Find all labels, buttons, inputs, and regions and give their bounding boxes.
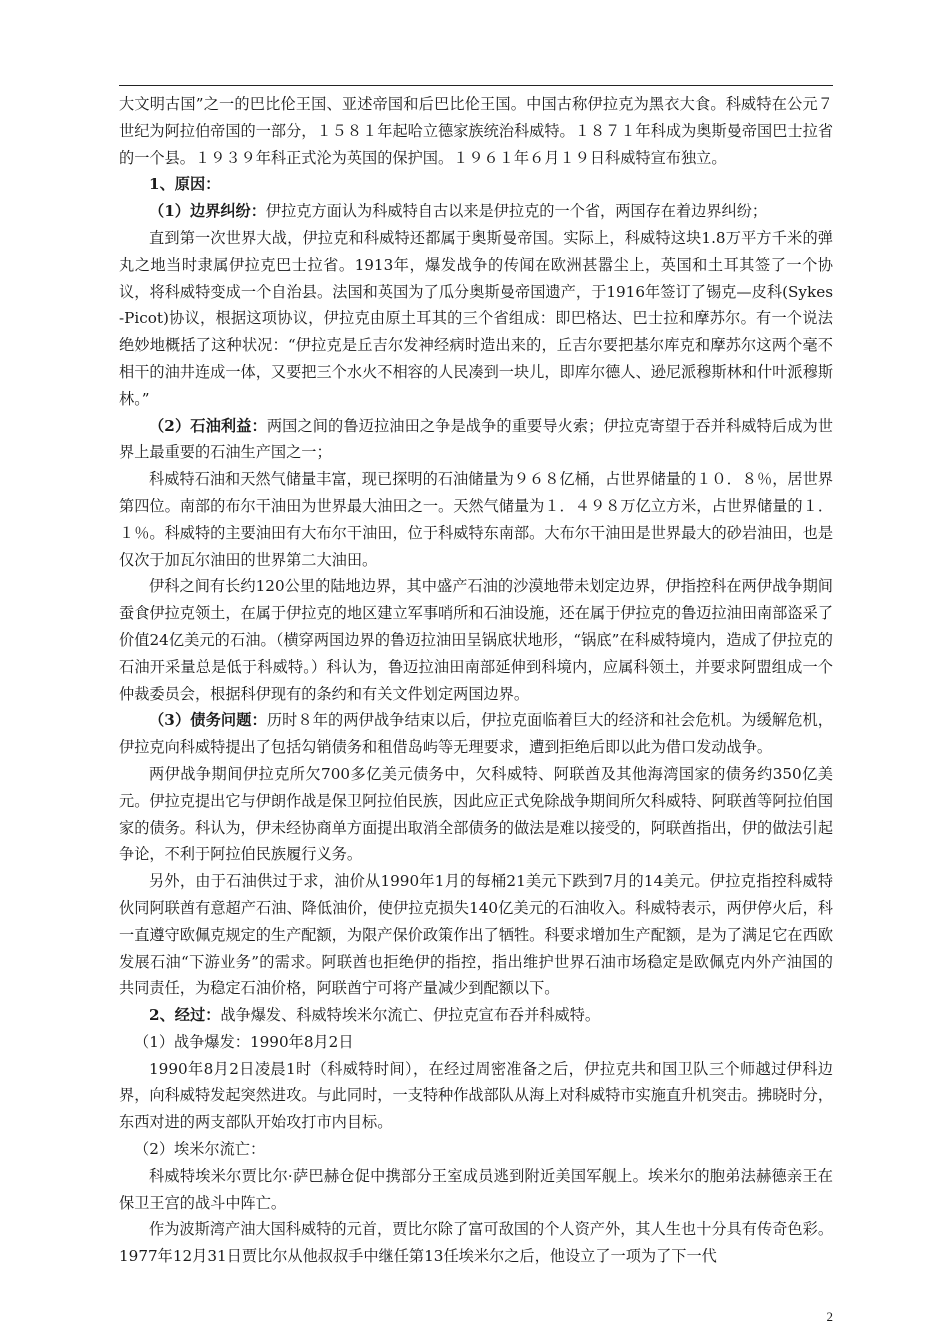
document-page [119, 0, 833, 1344]
paragraph-oil-interest [119, 413, 833, 467]
paragraph-kuwait-history: 大文明古国”之一的巴比伦王国、亚述帝国和后巴比伦王国。中国古称伊拉克为黑衣大食。科威特在公元７世纪为阿拉伯帝国的一部分，１５８１年起哈立德家族统治科威特。１８７１年科成为奥斯曼帝国巴士拉省的一个县。１９３９年科正式沦为英国的保护国。１９６１年６月１９日科威特宣布独立。 [119, 95, 833, 167]
debt-issue-title: （3）债务问题： [149, 711, 267, 730]
oil-interest-title: （2）石油利益： [149, 416, 267, 435]
page-content [119, 91, 833, 1270]
paragraph-debt-issue [119, 707, 833, 761]
debt-issue-text: 历时８年的两伊战争结束以后，伊拉克面临着巨大的经济和社会危机。为缓解危机，伊拉克向科威特提出了包括勾销债务和租借岛屿等无理要求，遭到拒绝后即以此为借口发动战争。 [119, 711, 833, 757]
oil-interest-text: 两国之间的鲁迈拉油田之争是战争的重要导火索；伊拉克寄望于吞并科威特后成为世界上最重要的石油生产国之一； [119, 416, 833, 462]
paragraph-border-dispute [119, 198, 833, 225]
paragraph-emir-exile: 科威特埃米尔贾比尔·萨巴赫仓促中携部分王室成员逃到附近美国军舰上。埃米尔的胞弟法赫德亲王在保卫王宫的战斗中阵亡。 [119, 1166, 833, 1212]
paragraph-oil-reserves: 科威特石油和天然气储量丰富，现已探明的石油储量为９６８亿桶，占世界储量的１０．８％，居世界第四位。南部的布尔干油田为世界最大油田之一。天然气储量为１．４９８万亿立方米，占世界储量的１．１％。科威特的主要油田有大布尔干油田，位于科威特东南部。大布尔干油田是世界最大的砂岩油田，也是仅次于加瓦尔油田的世界第二大油田。 [119, 470, 833, 569]
paragraph-rumaila-field: 伊科之间有长约120公里的陆地边界，其中盛产石油的沙漠地带未划定边界，伊指控科在两伊战争期间蚕食伊拉克领土，在属于伊拉克的地区建立军事哨所和石油设施，还在属于伊拉克的鲁迈拉油田南部盗采了价值24亿美元的石油。（横穿两国边界的鲁迈拉油田呈锅底状地形，“锅底”在科威特境内，造成了伊拉克的石油开采量总是低于科威特。）科认为，鲁迈拉油田南部延伸到科境内，应属科领土，并要求阿盟组成一个仲裁委员会，根据科伊现有的条约和有关文件划定两国边界。 [119, 577, 833, 703]
paragraph-war-debts: 两伊战争期间伊拉克所欠700多亿美元债务中，欠科威特、阿联酋及其他海湾国家的债务约350亿美元。伊拉克提出它与伊朗作战是保卫阿拉伯民族，因此应正式免除战争期间所欠科威特、阿联酋等阿拉伯国家的债务。科认为，伊未经协商单方面提出取消全部债务的做法是难以接受的，阿联酋指出，伊的做法引起争论，不利于阿拉伯民族履行义务。 [119, 764, 833, 864]
heading-cause-label: 1、原因： [149, 175, 221, 194]
paragraph-oil-price: 另外，由于石油供过于求，油价从1990年1月的每桶21美元下跌到7月的14美元。伊拉克指控科威特伙同阿联酋有意超产石油、降低油价，使伊拉克损失140亿美元的石油收入。科威特表示，两伊停火后，科一直遵守欧佩克规定的生产配额，为限产保价政策作出了牺牲。科要求增加生产配额，是为了满足它在西欧发展石油“下游业务”的需求。阿联酋也拒绝伊的指控，指出维护世界石油市场稳定是欧佩克内外产油国的共同责任，为稳定石油价格，阿联酋宁可将产量减少到配额以下。 [119, 872, 833, 998]
heading-cause [119, 171, 833, 198]
subheading-war-outbreak: （1）战争爆发：1990年8月2日 [134, 1032, 354, 1051]
border-dispute-title: （1）边界纠纷： [149, 202, 266, 221]
process-text: 战争爆发、科威特埃米尔流亡、伊拉克宣布吞并科威特。 [220, 1006, 601, 1025]
paragraph-war-outbreak: 1990年8月2日凌晨1时（科威特时间），在经过周密准备之后，伊拉克共和国卫队三个师越过伊科边界，向科威特发起突然进攻。与此同时，一支特种作战部队从海上对科威特市实施直升机突击。拂晓时分，东西对进的两支部队开始攻打市内目标。 [119, 1059, 833, 1132]
header-rule [119, 85, 833, 86]
paragraph-process [119, 1002, 833, 1029]
page-number: 2 [826, 1309, 833, 1324]
paragraph-border-history: 直到第一次世界大战，伊拉克和科威特还都属于奥斯曼帝国。实际上，科威特这块1.8万平方千米的弹丸之地当时隶属伊拉克巴士拉省。1913年，爆发战争的传闻在欧洲甚嚣尘上，英国和土耳其签了一个协议，将科威特变成一个自治县。法国和英国为了瓜分奥斯曼帝国遗产，于1916年签订了锡克—皮科(Sykes-Picot)协议，根据这项协议，伊拉克由原土耳其的三个省组成：即巴格达、巴士拉和摩苏尔。有一个说法绝妙地概括了这种状况：“伊拉克是丘吉尔发神经病时造出来的，丘吉尔要把基尔库克和摩苏尔这两个毫不相干的油井连成一体，又要把三个水火不相容的人民凑到一块儿，即库尔德人、逊尼派穆斯林和什叶派穆斯林。” [119, 228, 833, 408]
process-title: 2、经过： [149, 1006, 221, 1025]
paragraph-emir-biography: 作为波斯湾产油大国科威特的元首，贾比尔除了富可敌国的个人资产外，其人生也十分具有传奇色彩。1977年12月31日贾比尔从他叔叔手中继任第13任埃米尔之后，他设立了一项为了下一代 [119, 1220, 833, 1266]
border-dispute-text: 伊拉克方面认为科威特自古以来是伊拉克的一个省，两国存在着边界纠纷； [265, 202, 768, 221]
subheading-emir-exile: （2）埃米尔流亡： [134, 1140, 266, 1159]
